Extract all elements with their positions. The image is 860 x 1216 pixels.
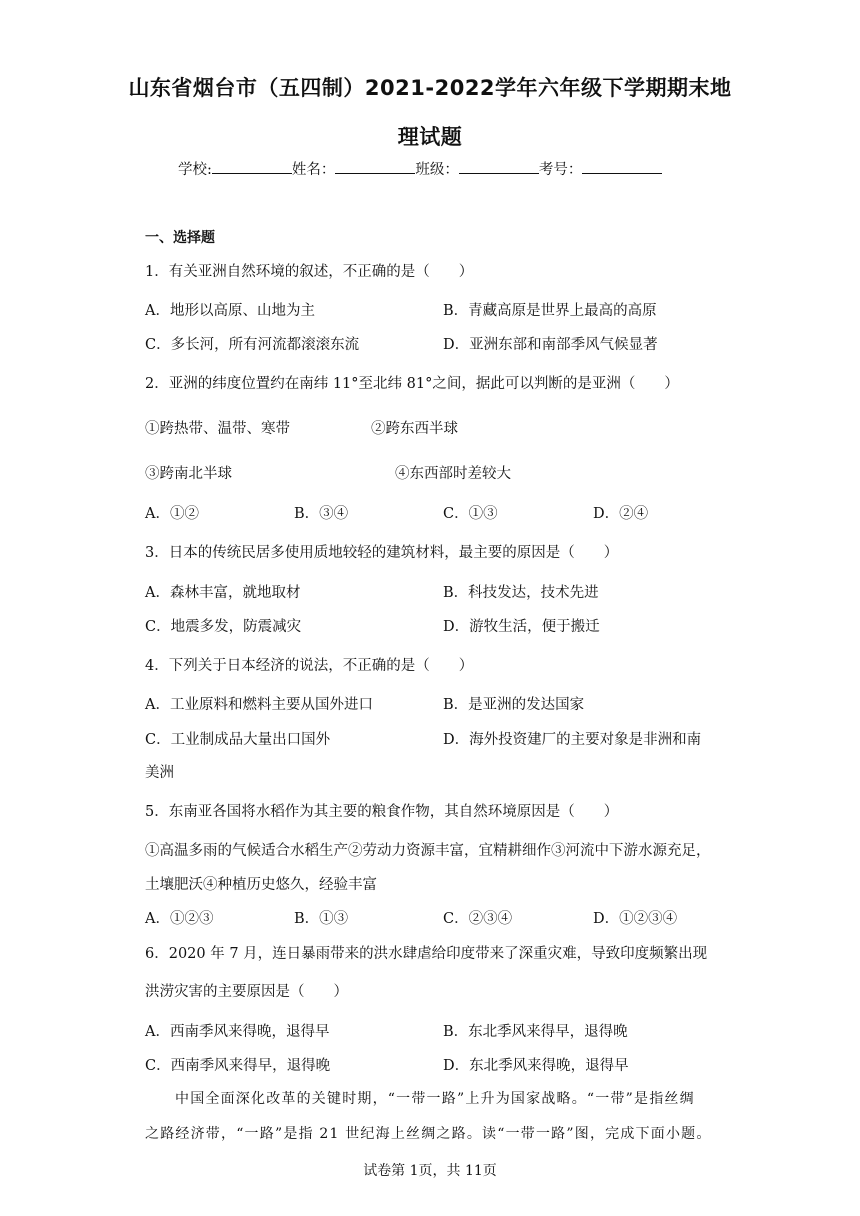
q2-option-c[interactable]: C．①③ (443, 506, 498, 522)
exam-no-label: 考号： (538, 162, 583, 178)
q1-option-d[interactable]: D．亚洲东部和南部季风气候显著 (443, 337, 658, 353)
q1-option-b[interactable]: B．青藏高原是世界上最高的高原 (443, 303, 657, 319)
q4-option-d-continued: 美洲 (145, 765, 174, 781)
q6-option-c[interactable]: C．西南季风来得早，退得晚 (145, 1058, 331, 1074)
q3-option-a[interactable]: A．森林丰富，就地取材 (145, 585, 301, 601)
student-info-line (178, 158, 662, 179)
q6-option-d[interactable]: D．东北季风来得晚，退得早 (443, 1058, 629, 1074)
question-6-stem-line1: 6．2020 年 7 月，连日暴雨带来的洪水肆虐给印度带来了深重灾难，导致印度频繁出现 (145, 946, 708, 962)
q1-option-c[interactable]: C．多长河，所有河流都滚滚东流 (145, 337, 360, 353)
school-label: 学校: (178, 162, 212, 178)
document-title-line2: 理试题 (397, 125, 463, 149)
q3-option-b[interactable]: B．科技发达，技术先进 (443, 585, 599, 601)
exam-no-blank[interactable] (582, 159, 662, 174)
material-paragraph-line2: 之路经济带，“一路”是指 21 世纪海上丝绸之路。读“一带一路”图，完成下面小题。 (145, 1126, 712, 1142)
question-5-stem: 5．东南亚各国将水稻作为其主要的粮食作物，其自然环境原因是（ ） (145, 804, 619, 820)
q6-option-a[interactable]: A．西南季风来得晚，退得早 (145, 1024, 330, 1040)
q5-option-d[interactable]: D．①②③④ (593, 911, 678, 927)
school-blank[interactable] (212, 159, 292, 174)
q5-option-b[interactable]: B．①③ (294, 911, 349, 927)
q2-option-a[interactable]: A．①② (145, 506, 199, 522)
q1-option-a[interactable]: A．地形以高原、山地为主 (145, 303, 315, 319)
q6-option-b[interactable]: B．东北季风来得早，退得晚 (443, 1024, 628, 1040)
question-2-stem: 2．亚洲的纬度位置约在南纬 11°至北纬 81°之间，据此可以判断的是亚洲（ ） (145, 376, 679, 392)
q3-option-c[interactable]: C．地震多发，防震减灾 (145, 619, 302, 635)
q5-option-a[interactable]: A．①②③ (145, 911, 214, 927)
q4-option-d[interactable]: D．海外投资建厂的主要对象是非洲和南 (443, 732, 702, 748)
q2-statement-3: ③跨南北半球 (145, 466, 232, 482)
q2-statement-2: ②跨东西半球 (371, 421, 458, 437)
class-blank[interactable] (459, 159, 539, 174)
q2-option-b[interactable]: B．③④ (294, 506, 349, 522)
q5-option-c[interactable]: C．②③④ (443, 911, 513, 927)
name-blank[interactable] (335, 159, 415, 174)
q2-statement-1: ①跨热带、温带、寒带 (145, 421, 290, 437)
class-label: 班级： (415, 162, 459, 178)
q4-option-a[interactable]: A．工业原料和燃料主要从国外进口 (145, 697, 373, 713)
q2-option-d[interactable]: D．②④ (593, 506, 649, 522)
section-heading: 一、选择题 (145, 230, 215, 246)
q4-option-b[interactable]: B．是亚洲的发达国家 (443, 697, 585, 713)
q3-option-d[interactable]: D．游牧生活，便于搬迁 (443, 619, 600, 635)
q5-statements-line2: 土壤肥沃④种植历史悠久，经验丰富 (145, 877, 377, 893)
q2-statement-4: ④东西部时差较大 (395, 466, 511, 482)
name-label: 姓名： (291, 162, 336, 178)
document-title-line1: 山东省烟台市（五四制）2021-2022学年六年级下学期期末地 (128, 76, 732, 100)
q4-option-c[interactable]: C．工业制成品大量出口国外 (145, 732, 331, 748)
question-1-stem: 1．有关亚洲自然环境的叙述，不正确的是（ ） (145, 264, 474, 280)
question-6-stem-line2: 洪涝灾害的主要原因是（ ） (145, 984, 348, 1000)
question-3-stem: 3．日本的传统民居多使用质地较轻的建筑材料，最主要的原因是（ ） (145, 545, 619, 561)
material-paragraph-line1: 中国全面深化改革的关键时期，“一带一路”上升为国家战略。“一带”是指丝绸 (175, 1091, 695, 1107)
question-4-stem: 4．下列关于日本经济的说法，不正确的是（ ） (145, 658, 474, 674)
page-footer: 试卷第 1页，共 11页 (363, 1163, 497, 1179)
q5-statements-line1: ①高温多雨的气候适合水稻生产②劳动力资源丰富，宜精耕细作③河流中下游水源充足， (145, 843, 711, 859)
